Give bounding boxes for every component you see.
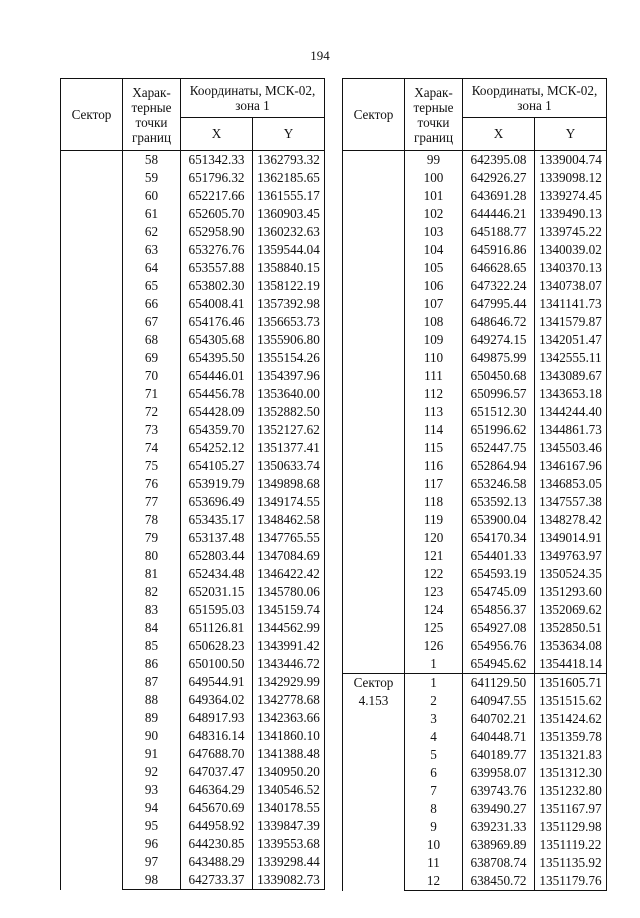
x-cell: 642926.27 [463, 169, 535, 187]
point-cell: 8 [405, 800, 463, 818]
x-cell: 648316.14 [181, 727, 253, 745]
point-cell: 92 [123, 763, 181, 781]
point-cell: 88 [123, 691, 181, 709]
x-cell: 654401.33 [463, 547, 535, 565]
y-cell: 1340370.13 [535, 259, 607, 277]
point-cell: 78 [123, 511, 181, 529]
x-cell: 643488.29 [181, 853, 253, 871]
y-cell: 1340178.55 [253, 799, 325, 817]
y-cell: 1355154.26 [253, 349, 325, 367]
y-cell: 1351321.83 [535, 746, 607, 764]
x-cell: 652217.66 [181, 187, 253, 205]
point-cell: 107 [405, 295, 463, 313]
point-cell: 125 [405, 619, 463, 637]
y-cell: 1351119.22 [535, 836, 607, 854]
y-cell: 1351359.78 [535, 728, 607, 746]
y-cell: 1340738.07 [535, 277, 607, 295]
x-cell: 654446.01 [181, 367, 253, 385]
y-cell: 1351135.92 [535, 854, 607, 872]
x-cell: 652803.44 [181, 547, 253, 565]
y-cell: 1341860.10 [253, 727, 325, 745]
x-cell: 654105.27 [181, 457, 253, 475]
y-cell: 1339274.45 [535, 187, 607, 205]
point-cell: 100 [405, 169, 463, 187]
point-cell: 74 [123, 439, 181, 457]
x-cell: 650100.50 [181, 655, 253, 673]
x-cell: 638450.72 [463, 872, 535, 891]
y-cell: 1352127.62 [253, 421, 325, 439]
point-cell: 105 [405, 259, 463, 277]
point-cell: 101 [405, 187, 463, 205]
point-cell: 62 [123, 223, 181, 241]
x-cell: 649875.99 [463, 349, 535, 367]
point-cell: 97 [123, 853, 181, 871]
point-cell: 96 [123, 835, 181, 853]
x-cell: 652864.94 [463, 457, 535, 475]
x-cell: 645670.69 [181, 799, 253, 817]
x-cell: 649364.02 [181, 691, 253, 709]
x-cell: 644446.21 [463, 205, 535, 223]
y-cell: 1344244.40 [535, 403, 607, 421]
y-cell: 1349174.55 [253, 493, 325, 511]
point-cell: 71 [123, 385, 181, 403]
point-cell: 116 [405, 457, 463, 475]
point-cell: 104 [405, 241, 463, 259]
y-cell: 1341579.87 [535, 313, 607, 331]
table-row [343, 151, 607, 170]
y-cell: 1351293.60 [535, 583, 607, 601]
x-cell: 651126.81 [181, 619, 253, 637]
x-cell: 654428.09 [181, 403, 253, 421]
point-cell: 11 [405, 854, 463, 872]
point-cell: 89 [123, 709, 181, 727]
point-cell: 110 [405, 349, 463, 367]
point-cell: 124 [405, 601, 463, 619]
x-cell: 640448.71 [463, 728, 535, 746]
x-cell: 650996.57 [463, 385, 535, 403]
point-cell: 118 [405, 493, 463, 511]
y-cell: 1354418.14 [535, 655, 607, 674]
point-cell: 73 [123, 421, 181, 439]
sector-cell [343, 151, 405, 674]
x-cell: 654305.68 [181, 331, 253, 349]
x-cell: 647322.24 [463, 277, 535, 295]
x-cell: 640702.21 [463, 710, 535, 728]
x-cell: 649274.15 [463, 331, 535, 349]
y-cell: 1344861.73 [535, 421, 607, 439]
y-cell: 1346422.42 [253, 565, 325, 583]
x-cell: 654856.37 [463, 601, 535, 619]
y-cell: 1356653.73 [253, 313, 325, 331]
y-cell: 1339847.39 [253, 817, 325, 835]
point-cell: 91 [123, 745, 181, 763]
y-cell: 1351605.71 [535, 674, 607, 693]
table-row [61, 151, 325, 170]
point-cell: 63 [123, 241, 181, 259]
y-cell: 1350633.74 [253, 457, 325, 475]
header-points: Харак-терные точки границ [123, 79, 181, 151]
header-y: Y [253, 118, 325, 151]
point-cell: 83 [123, 601, 181, 619]
coordinates-table-right [342, 78, 607, 891]
x-cell: 644230.85 [181, 835, 253, 853]
point-cell: 84 [123, 619, 181, 637]
point-cell: 117 [405, 475, 463, 493]
y-cell: 1353640.00 [253, 385, 325, 403]
x-cell: 654927.08 [463, 619, 535, 637]
x-cell: 641129.50 [463, 674, 535, 693]
point-cell: 122 [405, 565, 463, 583]
x-cell: 653919.79 [181, 475, 253, 493]
x-cell: 646364.29 [181, 781, 253, 799]
y-cell: 1352882.50 [253, 403, 325, 421]
point-cell: 59 [123, 169, 181, 187]
point-cell: 114 [405, 421, 463, 439]
x-cell: 645188.77 [463, 223, 535, 241]
x-cell: 651595.03 [181, 601, 253, 619]
x-cell: 654008.41 [181, 295, 253, 313]
y-cell: 1339298.44 [253, 853, 325, 871]
y-cell: 1345159.74 [253, 601, 325, 619]
y-cell: 1349763.97 [535, 547, 607, 565]
y-cell: 1339490.13 [535, 205, 607, 223]
header-coordinates: Координаты, МСК-02, зона 1 [463, 79, 607, 118]
x-cell: 639743.76 [463, 782, 535, 800]
y-cell: 1353634.08 [535, 637, 607, 655]
x-cell: 651512.30 [463, 403, 535, 421]
x-cell: 643691.28 [463, 187, 535, 205]
y-cell: 1346167.96 [535, 457, 607, 475]
y-cell: 1342929.99 [253, 673, 325, 691]
point-cell: 68 [123, 331, 181, 349]
y-cell: 1360903.45 [253, 205, 325, 223]
y-cell: 1352069.62 [535, 601, 607, 619]
point-cell: 72 [123, 403, 181, 421]
point-cell: 85 [123, 637, 181, 655]
point-cell: 1 [405, 655, 463, 674]
point-cell: 10 [405, 836, 463, 854]
point-cell: 64 [123, 259, 181, 277]
header-x: X [181, 118, 253, 151]
x-cell: 654945.62 [463, 655, 535, 674]
point-cell: 76 [123, 475, 181, 493]
point-cell: 108 [405, 313, 463, 331]
point-cell: 113 [405, 403, 463, 421]
table-body-left [61, 151, 325, 890]
point-cell: 123 [405, 583, 463, 601]
x-cell: 649544.91 [181, 673, 253, 691]
y-cell: 1362793.32 [253, 151, 325, 170]
y-cell: 1348278.42 [535, 511, 607, 529]
x-cell: 653435.17 [181, 511, 253, 529]
x-cell: 654359.70 [181, 421, 253, 439]
y-cell: 1343991.42 [253, 637, 325, 655]
point-cell: 2 [405, 692, 463, 710]
x-cell: 647037.47 [181, 763, 253, 781]
x-cell: 653246.58 [463, 475, 535, 493]
point-cell: 119 [405, 511, 463, 529]
point-cell: 66 [123, 295, 181, 313]
y-cell: 1339553.68 [253, 835, 325, 853]
y-cell: 1349898.68 [253, 475, 325, 493]
y-cell: 1340546.52 [253, 781, 325, 799]
x-cell: 653900.04 [463, 511, 535, 529]
table-body-right [343, 151, 607, 891]
point-cell: 126 [405, 637, 463, 655]
x-cell: 642395.08 [463, 151, 535, 170]
x-cell: 653276.76 [181, 241, 253, 259]
x-cell: 647688.70 [181, 745, 253, 763]
y-cell: 1340039.02 [535, 241, 607, 259]
point-cell: 94 [123, 799, 181, 817]
y-cell: 1351232.80 [535, 782, 607, 800]
point-cell: 115 [405, 439, 463, 457]
y-cell: 1341141.73 [535, 295, 607, 313]
y-cell: 1349014.91 [535, 529, 607, 547]
point-cell: 77 [123, 493, 181, 511]
y-cell: 1351129.98 [535, 818, 607, 836]
point-cell: 121 [405, 547, 463, 565]
x-cell: 651996.62 [463, 421, 535, 439]
y-cell: 1347084.69 [253, 547, 325, 565]
point-cell: 95 [123, 817, 181, 835]
y-cell: 1351424.62 [535, 710, 607, 728]
y-cell: 1351377.41 [253, 439, 325, 457]
x-cell: 644958.92 [181, 817, 253, 835]
y-cell: 1350524.35 [535, 565, 607, 583]
y-cell: 1347557.38 [535, 493, 607, 511]
y-cell: 1343089.67 [535, 367, 607, 385]
point-cell: 65 [123, 277, 181, 295]
x-cell: 654176.46 [181, 313, 253, 331]
x-cell: 653557.88 [181, 259, 253, 277]
x-cell: 654252.12 [181, 439, 253, 457]
y-cell: 1347765.55 [253, 529, 325, 547]
header-sector: Сектор [343, 79, 405, 151]
y-cell: 1339098.12 [535, 169, 607, 187]
y-cell: 1354397.96 [253, 367, 325, 385]
point-cell: 102 [405, 205, 463, 223]
x-cell: 651796.32 [181, 169, 253, 187]
point-cell: 5 [405, 746, 463, 764]
point-cell: 9 [405, 818, 463, 836]
point-cell: 86 [123, 655, 181, 673]
y-cell: 1339745.22 [535, 223, 607, 241]
page-number: 194 [310, 48, 330, 63]
x-cell: 651342.33 [181, 151, 253, 170]
y-cell: 1342051.47 [535, 331, 607, 349]
x-cell: 648646.72 [463, 313, 535, 331]
y-cell: 1351515.62 [535, 692, 607, 710]
x-cell: 639958.07 [463, 764, 535, 782]
y-cell: 1351167.97 [535, 800, 607, 818]
y-cell: 1341388.48 [253, 745, 325, 763]
y-cell: 1358122.19 [253, 277, 325, 295]
point-cell: 109 [405, 331, 463, 349]
y-cell: 1342363.66 [253, 709, 325, 727]
table-row [343, 674, 607, 693]
x-cell: 638969.89 [463, 836, 535, 854]
coordinates-table-left [60, 78, 325, 890]
y-cell: 1346853.05 [535, 475, 607, 493]
x-cell: 638708.74 [463, 854, 535, 872]
x-cell: 654456.78 [181, 385, 253, 403]
point-cell: 67 [123, 313, 181, 331]
y-cell: 1343446.72 [253, 655, 325, 673]
point-cell: 61 [123, 205, 181, 223]
y-cell: 1362185.65 [253, 169, 325, 187]
y-cell: 1344562.99 [253, 619, 325, 637]
x-cell: 652447.75 [463, 439, 535, 457]
point-cell: 79 [123, 529, 181, 547]
point-cell: 103 [405, 223, 463, 241]
point-cell: 111 [405, 367, 463, 385]
sector-cell: Сектор 4.153 [343, 674, 405, 891]
x-cell: 642733.37 [181, 871, 253, 890]
x-cell: 654745.09 [463, 583, 535, 601]
x-cell: 653802.30 [181, 277, 253, 295]
point-cell: 75 [123, 457, 181, 475]
x-cell: 647995.44 [463, 295, 535, 313]
y-cell: 1343653.18 [535, 385, 607, 403]
x-cell: 652605.70 [181, 205, 253, 223]
x-cell: 653696.49 [181, 493, 253, 511]
point-cell: 112 [405, 385, 463, 403]
point-cell: 82 [123, 583, 181, 601]
point-cell: 90 [123, 727, 181, 745]
y-cell: 1340950.20 [253, 763, 325, 781]
x-cell: 654956.76 [463, 637, 535, 655]
y-cell: 1342555.11 [535, 349, 607, 367]
point-cell: 12 [405, 872, 463, 891]
y-cell: 1345780.06 [253, 583, 325, 601]
x-cell: 650628.23 [181, 637, 253, 655]
y-cell: 1357392.98 [253, 295, 325, 313]
sector-cell [61, 151, 123, 890]
y-cell: 1345503.46 [535, 439, 607, 457]
point-cell: 98 [123, 871, 181, 890]
point-cell: 80 [123, 547, 181, 565]
header-x: X [463, 118, 535, 151]
header-y: Y [535, 118, 607, 151]
point-cell: 69 [123, 349, 181, 367]
point-cell: 58 [123, 151, 181, 170]
point-cell: 93 [123, 781, 181, 799]
x-cell: 654395.50 [181, 349, 253, 367]
header-sector: Сектор [61, 79, 123, 151]
point-cell: 6 [405, 764, 463, 782]
point-cell: 87 [123, 673, 181, 691]
x-cell: 653137.48 [181, 529, 253, 547]
point-cell: 99 [405, 151, 463, 170]
x-cell: 648917.93 [181, 709, 253, 727]
x-cell: 652434.48 [181, 565, 253, 583]
y-cell: 1342778.68 [253, 691, 325, 709]
x-cell: 639231.33 [463, 818, 535, 836]
x-cell: 640947.55 [463, 692, 535, 710]
y-cell: 1351312.30 [535, 764, 607, 782]
header-points: Харак-терные точки границ [405, 79, 463, 151]
header-coordinates: Координаты, МСК-02, зона 1 [181, 79, 325, 118]
x-cell: 652031.15 [181, 583, 253, 601]
x-cell: 646628.65 [463, 259, 535, 277]
y-cell: 1358840.15 [253, 259, 325, 277]
y-cell: 1360232.63 [253, 223, 325, 241]
x-cell: 640189.77 [463, 746, 535, 764]
point-cell: 3 [405, 710, 463, 728]
point-cell: 1 [405, 674, 463, 693]
y-cell: 1361555.17 [253, 187, 325, 205]
point-cell: 106 [405, 277, 463, 295]
y-cell: 1359544.04 [253, 241, 325, 259]
x-cell: 639490.27 [463, 800, 535, 818]
y-cell: 1339082.73 [253, 871, 325, 890]
x-cell: 645916.86 [463, 241, 535, 259]
y-cell: 1351179.76 [535, 872, 607, 891]
y-cell: 1352850.51 [535, 619, 607, 637]
point-cell: 81 [123, 565, 181, 583]
x-cell: 654170.34 [463, 529, 535, 547]
point-cell: 120 [405, 529, 463, 547]
point-cell: 4 [405, 728, 463, 746]
y-cell: 1355906.80 [253, 331, 325, 349]
x-cell: 654593.19 [463, 565, 535, 583]
x-cell: 650450.68 [463, 367, 535, 385]
y-cell: 1339004.74 [535, 151, 607, 170]
x-cell: 653592.13 [463, 493, 535, 511]
x-cell: 652958.90 [181, 223, 253, 241]
point-cell: 70 [123, 367, 181, 385]
y-cell: 1348462.58 [253, 511, 325, 529]
point-cell: 60 [123, 187, 181, 205]
point-cell: 7 [405, 782, 463, 800]
